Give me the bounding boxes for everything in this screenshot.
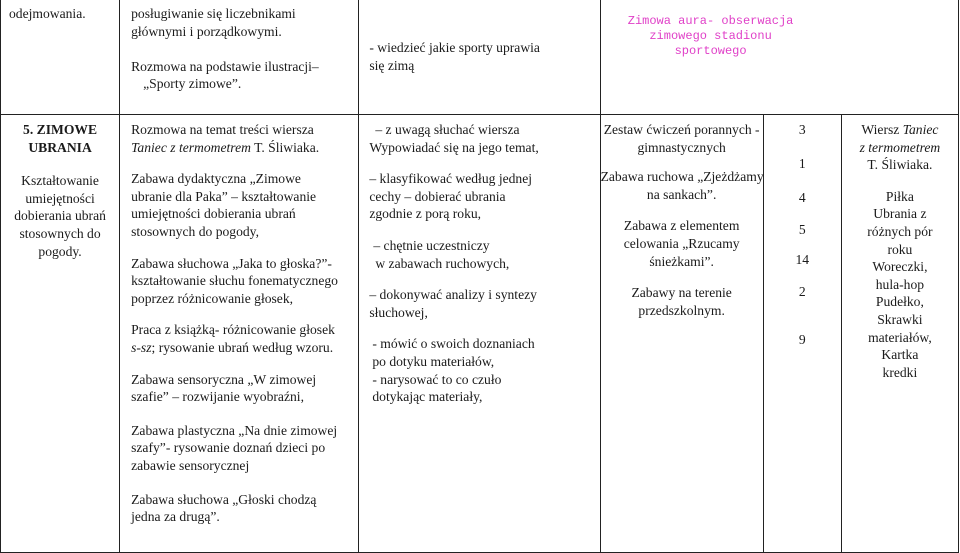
text-line: przedszkolnym. (638, 302, 725, 318)
text-line: umiejętności (25, 190, 95, 206)
text-line: - mówić o swoich doznaniach (372, 336, 535, 352)
section-title: 5. ZIMOWE (23, 122, 98, 137)
material-item: różnych pór (867, 223, 933, 239)
text-line: cechy – dobierać ubrania (369, 188, 506, 204)
material-item: kredki (882, 364, 918, 380)
top-col2 (120, 0, 359, 115)
material-item: hula-hop (875, 276, 925, 292)
text-line: T. Śliwiaka. (867, 157, 933, 173)
text-line: – dokonywać analizy i syntezy (369, 287, 537, 303)
text-line: Rozmowa na temat treści wiersza (131, 122, 314, 137)
top-col4 (600, 0, 958, 115)
text-line: Zabawa słuchowa „Głoski chodzą (131, 491, 317, 507)
text-line: słuchowej, (369, 304, 428, 320)
text-line: Zestaw ćwiczeń porannych - (603, 122, 760, 137)
text-line: Zabawa sensoryczna „W zimowej (131, 371, 317, 387)
text-line: Zabawa dydaktyczna „Zimowe (131, 171, 301, 187)
number-value: 4 (798, 190, 806, 205)
main-col5 (763, 115, 841, 553)
text-line: w zabawach ruchowych, (375, 255, 510, 271)
text-line: Zabawa plastyczna „Na dnie zimowej (131, 422, 338, 438)
text-line: poprzez różnicowanie głosek, (131, 290, 294, 306)
text-line: zgodnie z porą roku, (369, 206, 482, 222)
text-line: dotykając materiały, (372, 389, 483, 405)
text-line: Praca z książką- różnicowanie głosek (131, 322, 335, 338)
table-row (1, 115, 959, 553)
text-line: Zabawa z elementem (623, 218, 740, 234)
text-line: głównymi i porządkowymi. (131, 23, 282, 39)
material-item: Pudełko, (875, 294, 924, 310)
text-line: śnieżkami”. (649, 253, 714, 269)
material-item: Skrawki (877, 311, 923, 327)
top-col3 (359, 0, 600, 115)
observation-title: zimowego stadionu (649, 29, 772, 43)
text-line: - narysować to co czuło (372, 371, 502, 387)
text-line: Rozmowa na podstawie ilustracji– (131, 58, 319, 74)
text-line: szafie” – rozwijanie wyobraźni, (131, 389, 304, 405)
top-col1 (1, 0, 120, 115)
text-line: zabawie sensorycznej (131, 457, 250, 473)
text-line: Kształtowanie (21, 173, 99, 189)
poem-title: Taniec z termometrem (131, 139, 251, 155)
text-line: szafy”- rysowanie doznań dzieci po (131, 440, 326, 456)
text-line: celowania „Rzucamy (623, 235, 740, 251)
table-row (1, 0, 959, 115)
section-title: UBRANIA (28, 139, 92, 155)
text-line: – klasyfikować według jednej (369, 171, 533, 187)
italic-text: s-sz (131, 339, 152, 355)
material-item: materiałów, (868, 329, 932, 345)
text-line: po dotyku materiałów, (372, 353, 495, 369)
text-line: ; rysowanie ubrań według wzoru. (151, 339, 334, 355)
text-line: Wypowiadać się na jego temat, (369, 139, 539, 155)
text-line: T. Śliwiaka. (250, 139, 320, 155)
main-col4 (600, 115, 763, 553)
text-line: jedna za drugą”. (131, 509, 220, 525)
text-line: pogody. (38, 243, 82, 259)
main-col3 (359, 115, 600, 553)
text-line: stosownych do pogody, (131, 223, 259, 239)
text-line: się zimą (369, 57, 415, 73)
text-line: Wiersz (861, 122, 903, 137)
observation-title: sportowego (674, 44, 747, 58)
material-item: Woreczki, (872, 259, 928, 275)
number-value: 3 (798, 122, 806, 137)
number-value: 14 (795, 252, 810, 267)
text-line: kształtowanie słuchu fonematycznego (131, 273, 338, 289)
poem-title: Taniec (902, 122, 939, 137)
material-item: roku (887, 241, 913, 257)
text-line: Zabawa ruchowa „Zjeżdżamy (600, 169, 764, 185)
number-value: 1 (798, 156, 806, 171)
material-item: Piłka (885, 188, 914, 204)
text-line: odejmowania. (9, 6, 86, 21)
text-line: na sankach”. (646, 186, 717, 202)
number-value: 5 (798, 222, 806, 237)
text-line: „Sporty zimowe”. (143, 76, 242, 92)
text-line: - wiedzieć jakie sporty uprawia (369, 40, 540, 55)
text-line: umiejętności dobierania ubrań (131, 206, 296, 222)
text-line: stosownych do (19, 225, 101, 241)
text-line: Zabawy na terenie (631, 285, 732, 301)
number-value: 2 (798, 284, 806, 299)
observation-title: Zimowa aura- obserwacja (627, 14, 794, 28)
text-line: – z uwagą słuchać wiersza (375, 122, 520, 137)
text-line: ubranie dla Paka” – kształtowanie (131, 188, 317, 204)
text-line: – chętnie uczestniczy (373, 237, 490, 253)
main-col6 (841, 115, 958, 553)
text-line: gimnastycznych (637, 139, 726, 155)
poem-title: z termometrem (859, 139, 941, 155)
text-line: posługiwanie się liczebnikami (131, 6, 296, 21)
material-item: Kartka (881, 347, 919, 363)
main-col1 (1, 115, 120, 553)
text-line: dobierania ubrań (14, 208, 106, 224)
number-value: 9 (798, 332, 806, 347)
text-line: Zabawa słuchowa „Jaka to głoska?”- (131, 255, 332, 271)
material-item: Ubrania z (873, 206, 927, 222)
main-col2 (120, 115, 359, 553)
